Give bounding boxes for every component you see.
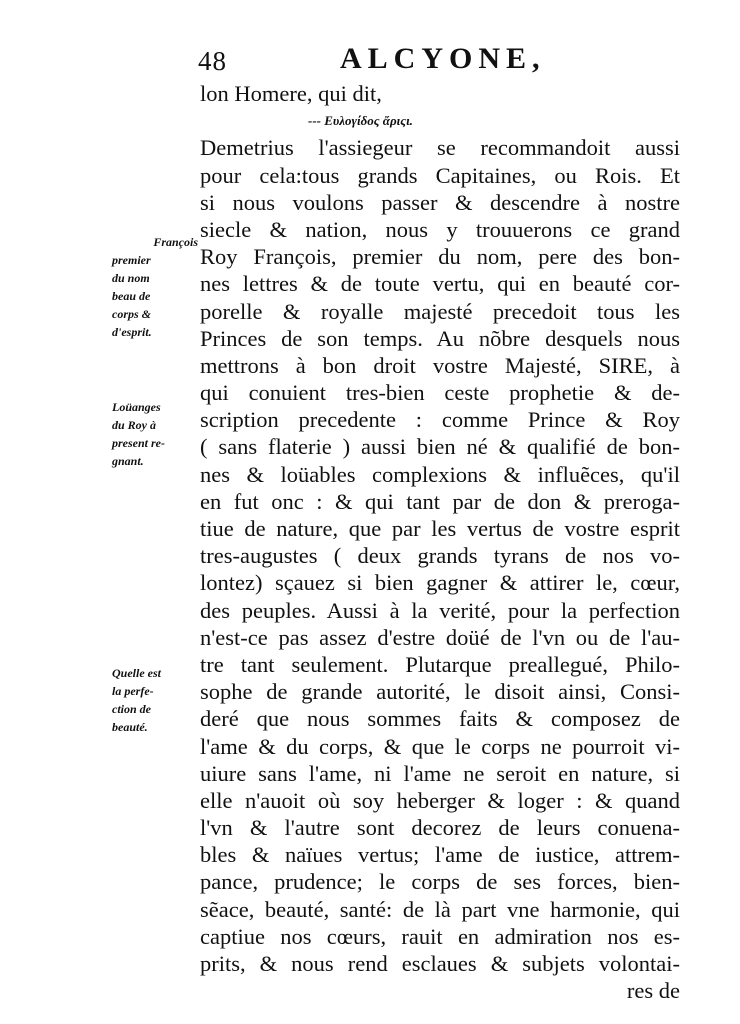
text-line: nes & loüables complexions & influẽces, qu'il — [200, 461, 680, 487]
page-number: 48 — [198, 46, 227, 76]
margin-note-louanges-du-roy — [112, 398, 198, 470]
text-line: elle n'auoit où soy heberger & loger : & quand — [200, 787, 680, 813]
margin-note-line: la perfe- — [112, 684, 154, 698]
greek-quotation: --- Ευλογίδος ἄριςι. — [308, 113, 413, 129]
margin-note-line: ction de — [112, 702, 151, 716]
page-header — [198, 40, 680, 80]
text-line: nes lettres & de toute vertu, qui en beauté cor- — [200, 271, 680, 297]
margin-note-line: d'esprit. — [112, 325, 152, 339]
text-line: mettrons à bon droit vostre Majesté, SIRE, à — [200, 352, 680, 378]
text-line: bles & naïues vertus; l'ame de iustice, attrem- — [200, 842, 680, 868]
text-line: porelle & royalle majesté precedoit tous les — [200, 298, 680, 324]
text-line: l'ame & du corps, & que le corps ne pourroit vi- — [200, 733, 680, 759]
text-line: tiue de nature, que par les vertus de vostre esprit — [200, 516, 680, 541]
margin-note-line: François — [153, 235, 198, 249]
margin-note-francois-premier — [112, 233, 198, 341]
text-line: des peuples. Aussi à la verité, pour la perfection — [200, 597, 680, 623]
text-line: deré que nous sommes faits & composez de — [200, 706, 680, 732]
text-line: Princes de son temps. Au nõbre desquels nous — [200, 325, 680, 351]
text-line: uiure sans l'ame, ni l'ame ne seroit en nature, si — [200, 760, 680, 786]
margin-note-line: beauté. — [112, 720, 148, 734]
text-line: captiue nos cœurs, rauit en admiration nos es- — [200, 923, 680, 949]
text-line: lon Homere, qui dit, — [200, 81, 382, 106]
margin-note-line: corps & — [112, 307, 151, 321]
text-line: prits, & nous rend esclaues & subjets volontai- — [200, 951, 680, 976]
body-text — [200, 80, 680, 1004]
text-line: tre tant seulement. Plutarque preallegué, Philo- — [200, 651, 680, 677]
running-title: ALCYONE, — [340, 42, 546, 75]
margin-note-line: beau de — [112, 289, 151, 303]
text-line: sẽace, beauté, santé: de là part vne harmonie, qui — [200, 896, 680, 922]
text-line: pance, prudence; le corps de ses forces, bien- — [200, 869, 680, 895]
margin-note-line: Quelle est — [112, 666, 161, 680]
text-line: scription precedente : comme Prince & Roy — [200, 407, 680, 433]
text-line: pour cela:tous grands Capitaines, ou Rois. Et — [200, 162, 680, 188]
catchword: res de — [626, 978, 680, 1004]
text-line: l'vn & l'autre sont decorez de leurs conuena- — [200, 815, 680, 841]
text-line: ( sans flaterie ) aussi bien né & qualifié de bon- — [200, 434, 680, 460]
text-line: qui conuient tres-bien ceste prophetie & de- — [200, 380, 680, 406]
margin-note-line: du nom — [112, 271, 150, 285]
text-line: Roy François, premier du nom, pere des bon- — [200, 244, 680, 270]
margin-note-line: Loüanges — [112, 400, 161, 414]
text-line: n'est-ce pas assez d'estre doüé de l'vn ou de l'au- — [200, 624, 680, 650]
text-line: lontez) sçauez si bien gagner & attirer le, cœur, — [200, 570, 680, 596]
margin-note-line: premier — [112, 253, 151, 267]
text-line: si nous voulons passer & descendre à nostre — [200, 189, 680, 215]
text-line: tres-augustes ( deux grands tyrans de nos vo- — [200, 543, 680, 569]
margin-note-line: present re- — [112, 436, 165, 450]
text-line: siecle & nation, nous y trouuerons ce grand — [200, 216, 680, 242]
margin-note-line: gnant. — [112, 454, 144, 468]
margin-note-perfection-de-beaute — [112, 664, 198, 736]
text-line: sophe de grande autorité, le disoit ainsi, Consi- — [200, 679, 680, 705]
text-line: en fut onc : & qui tant par de don & preroga- — [200, 488, 680, 514]
text-line: Demetrius l'assiegeur se recommandoit aussi — [200, 135, 680, 161]
margin-note-line: du Roy à — [112, 418, 157, 432]
